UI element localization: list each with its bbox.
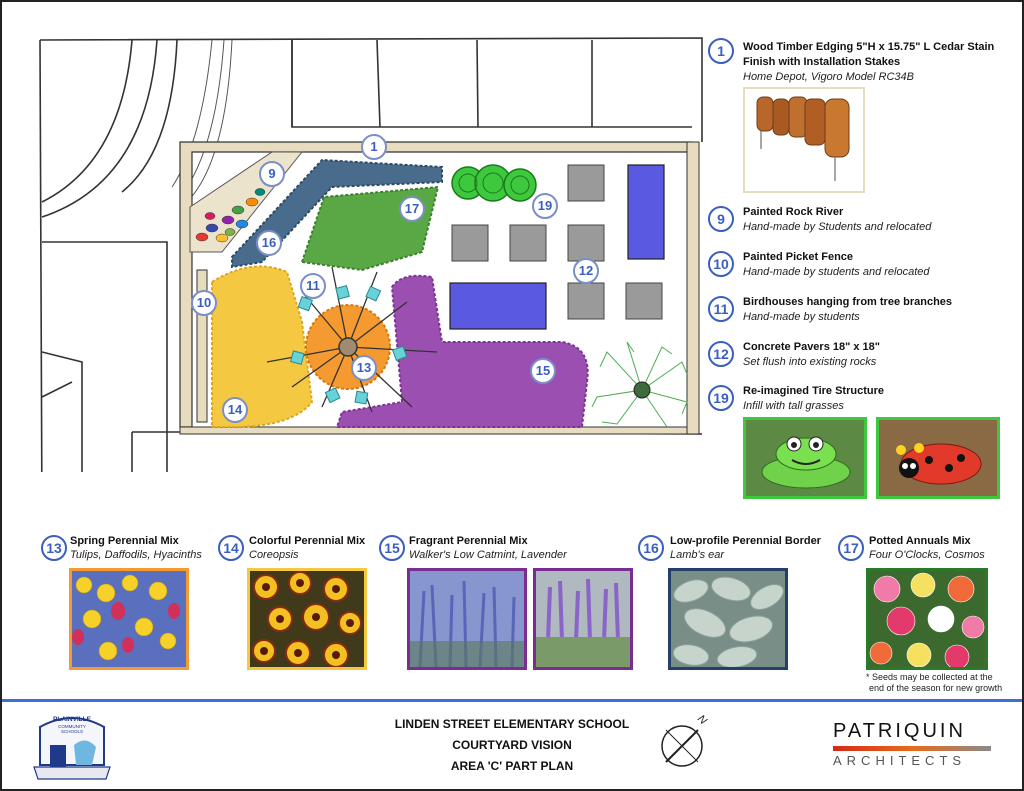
legend-1-title-b: Finish with Installation Stakes xyxy=(743,56,901,68)
site-plan-drawing xyxy=(2,2,712,472)
map-label-16: 16 xyxy=(256,230,282,256)
plant-16-title: Low-profile Perennial Border xyxy=(670,535,821,547)
legend-1-title-a: Wood Timber Edging 5"H x 15.75" L Cedar Stain xyxy=(743,41,995,53)
plant-13-subtitle: Tulips, Daffodils, Hyacinths xyxy=(70,549,202,561)
map-label-17: 17 xyxy=(399,196,425,222)
timber-edging-photo xyxy=(743,87,865,193)
legend-10-title: Painted Picket Fence xyxy=(743,251,854,263)
tree-trunk xyxy=(339,338,357,356)
catmint-photo xyxy=(407,568,527,670)
plant-badge-14: 14 xyxy=(218,535,244,561)
map-label-12: 12 xyxy=(573,258,599,284)
north-label: N xyxy=(694,712,710,728)
legend-10-subtitle: Hand-made by students and relocated xyxy=(743,266,930,278)
plan-title: COURTYARD VISION xyxy=(452,738,572,752)
firm-subtitle: ARCHITECTS xyxy=(833,753,967,768)
tire-frog-photo xyxy=(743,417,867,499)
plan-subtitle: AREA 'C' PART PLAN xyxy=(450,759,574,773)
legend-19-subtitle: Infill with tall grasses xyxy=(743,400,844,412)
plant-badge-13: 13 xyxy=(41,535,67,561)
plant-badge-15: 15 xyxy=(379,535,405,561)
firm-name: PATRIQUIN xyxy=(833,720,966,742)
plant-14-title: Colorful Perennial Mix xyxy=(249,535,366,547)
plant-16-subtitle: Lamb's ear xyxy=(670,549,725,561)
map-label-13: 13 xyxy=(351,355,377,381)
seeds-note-line2: end of the season for new growth xyxy=(869,683,1003,693)
map-label-9: 9 xyxy=(259,161,285,187)
school-name: LINDEN STREET ELEMENTARY SCHOOL xyxy=(394,717,630,731)
map-label-15: 15 xyxy=(530,358,556,384)
timber-edging-right xyxy=(687,142,699,434)
legend-badge-1: 1 xyxy=(708,38,734,64)
plant-13-title: Spring Perennial Mix xyxy=(70,535,179,547)
logo-text: PLAINVILLE xyxy=(53,716,91,723)
tire-structure xyxy=(452,165,536,201)
grass-center xyxy=(634,382,650,398)
legend-badge-11: 11 xyxy=(708,296,734,322)
map-label-10: 10 xyxy=(191,290,217,316)
legend-11-subtitle: Hand-made by students xyxy=(743,311,860,323)
tire-ladybug-photo xyxy=(876,417,1000,499)
legend-1-subtitle: Home Depot, Vigoro Model RC34B xyxy=(743,71,914,83)
logo-subtext: COMMUNITY SCHOOLS xyxy=(58,724,86,734)
firm-color-bar xyxy=(833,746,991,751)
lambs-ear-photo xyxy=(668,568,788,670)
potted-annuals-photo xyxy=(866,568,988,670)
plant-badge-17: 17 xyxy=(838,535,864,561)
map-label-11: 11 xyxy=(300,273,326,299)
map-label-1: 1 xyxy=(361,134,387,160)
map-label-14: 14 xyxy=(222,397,248,423)
spring-perennial-photo xyxy=(69,568,189,670)
legend-11-title: Birdhouses hanging from tree branches xyxy=(743,296,953,308)
map-label-19: 19 xyxy=(532,193,558,219)
plant-17-subtitle: Four O'Clocks, Cosmos xyxy=(869,549,985,561)
legend-badge-12: 12 xyxy=(708,341,734,367)
plant-15-title: Fragrant Perennial Mix xyxy=(409,535,528,547)
legend-9-title: Painted Rock River xyxy=(743,206,844,218)
plant-15-subtitle: Walker's Low Catmint, Lavender xyxy=(409,549,567,561)
legend-12-subtitle: Set flush into existing rocks xyxy=(743,356,877,368)
coreopsis-photo xyxy=(247,568,367,670)
timber-edging-bottom xyxy=(180,427,692,434)
legend-19-title: Re-imagined Tire Structure xyxy=(743,385,884,397)
plainville-logo xyxy=(30,705,114,785)
plant-17-title: Potted Annuals Mix xyxy=(869,535,971,547)
footer-rule xyxy=(2,699,1022,702)
lavender-photo xyxy=(533,568,633,670)
legend-badge-10: 10 xyxy=(708,251,734,277)
legend-12-title: Concrete Pavers 18" x 18" xyxy=(743,341,881,353)
legend-badge-19: 19 xyxy=(708,385,734,411)
legend-9-subtitle: Hand-made by Students and relocated xyxy=(743,221,932,233)
plant-14-subtitle: Coreopsis xyxy=(249,549,299,561)
legend-badge-9: 9 xyxy=(708,206,734,232)
plant-badge-16: 16 xyxy=(638,535,664,561)
north-arrow-icon xyxy=(658,712,710,768)
seeds-note-line1: * Seeds may be collected at the xyxy=(866,672,993,682)
